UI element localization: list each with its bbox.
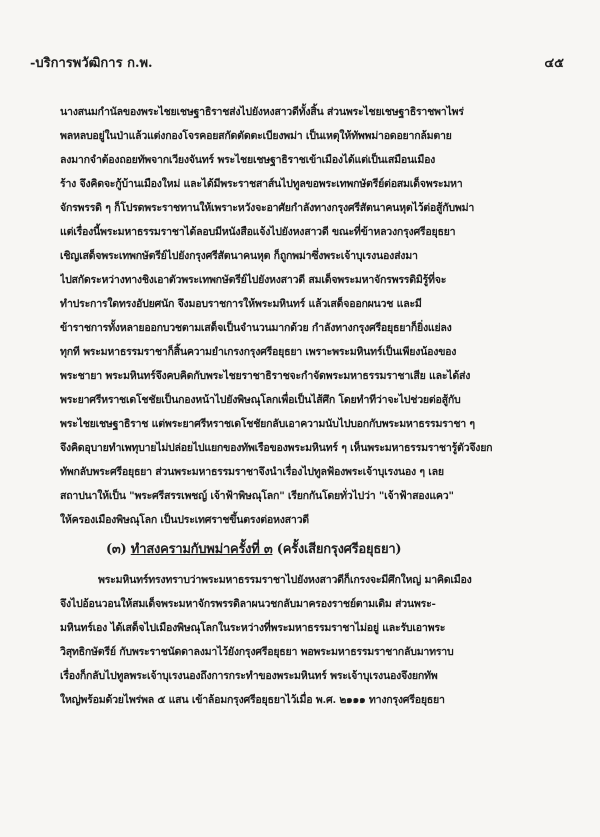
- text-line: เรื่องก็กลับไปทูลพระเจ้าบุเรงนองถึงการกระทำของพระมหินทร์ พระเจ้าบุเรงนองจึงยกทัพ: [60, 670, 438, 682]
- section-title: ทำสงครามกับพม่าครั้งที่ ๓: [130, 542, 273, 557]
- text-line: ไปสกัดระหว่างทางชิงเอาตัวพระเทพกษัตรีย์ไปยังหงสาวดี สมเด็จพระมหาจักรพรรดิมิรู้ที่จะ: [60, 274, 447, 286]
- text-line: นางสนมกำนัลของพระไชยเชษฐาธิราชส่งไปยังหงสาวดีทั้งสิ้น ส่วนพระไชยเชษฐาธิราชพาไพร่: [60, 106, 464, 118]
- page-number: ๔๕: [544, 56, 564, 71]
- text-line: สถาปนาให้เป็น "พระศรีสรรเพชญ์ เจ้าฟ้าพิษณุโลก" เรียกกันโดยทั่วไปว่า "เจ้าฟ้าสองแคว": [60, 490, 454, 502]
- text-line: พระไชยเชษฐาธิราช แต่พระยาศรีหราชเดโชชัยกลับเอาความนับไปบอกกับพระมหาธรรมราชา ๆ: [60, 418, 475, 430]
- text-line: พระมหินทร์ทรงทราบว่าพระมหาธรรมราชาไปยังหงสาวดีก็เกรงจะมีศึกใหญ่ มาคิดเมือง: [98, 574, 472, 586]
- body-text: [60, 100, 582, 712]
- section-heading: [60, 532, 582, 568]
- text-line: ลงมากจำต้องถอยทัพจากเวียงจันทร์ พระไชยเชษฐาธิราชเข้าเมืองได้แต่เป็นเสมือนเมือง: [60, 154, 436, 166]
- text-line: ใหญ่พร้อมด้วยไพร่พล ๕ แสน เข้าล้อมกรุงศรีอยุธยาไว้เมื่อ พ.ศ. ๒๑๑๑ ทางกรุงศรีอยุธยา: [60, 694, 445, 706]
- text-line: มหินทร์เอง ได้เสด็จไปเมืองพิษณุโลกในระหว่างที่พระมหาธรรมราชาไม่อยู่ และรับเอาพระ: [60, 622, 446, 634]
- text-line: จักรพรรดิ ๆ ก็โปรดพระราชทานให้เพราะหวังจะอาศัยกำลังทางกรุงศรีสัตนาคนหุตไว้ต่อสู้กับพม่า: [60, 202, 475, 214]
- text-line: ทุกที พระมหาธรรมราชาก็สิ้นความยำเกรงกรุงศรีอยุธยา เพราะพระมหินทร์เป็นเพียงน้องของ: [60, 346, 457, 358]
- text-line: วิสุทธิกษัตรีย์ กับพระราชนัดดาลงมาไว้ยังกรุงศรีอยุธยา พอพระมหาธรรมราชากลับมาทราบ: [60, 646, 454, 658]
- text-line: ทำประการใดทรงอัปยศนัก จึงมอบราชการให้พระมหินทร์ แล้วเสด็จออกผนวช และมี: [60, 298, 422, 310]
- text-line: พระชายา พระมหินทร์จึงคบคิดกับพระไชยราชาธิราชจะกำจัดพระมหาธรรมราชาเสีย และได้ส่ง: [60, 370, 471, 382]
- text-line: จึงไปอ้อนวอนให้สมเด็จพระมหาจักรพรรดิลาผนวชกลับมาครองราชย์ตามเดิม ส่วนพระ-: [60, 598, 436, 610]
- page-header: [30, 52, 564, 70]
- section-number: (๓): [106, 542, 127, 557]
- text-line: เชิญเสด็จพระเทพกษัตรีย์ไปยังกรุงศรีสัตนาคนหุต ก็ถูกพม่าซึ่งพระเจ้าบุเรงนองส่งมา: [60, 250, 418, 262]
- text-line: พลหลบอยู่ในป่าแล้วแต่งกองโจรคอยสกัดตัดตะเบียงพม่า เป็นเหตุให้ทัพพม่าอดอยากล้มตาย: [60, 130, 452, 142]
- text-line: จึงคิดอุบายทำเพทุบายไม่ปล่อยไปแยกของทัพเรือของพระมหินทร์ ๆ เห็นพระมหาธรรมราชารู้ตัวจึงยก: [60, 442, 493, 454]
- text-line: ทัพกลับพระศรีอยุธยา ส่วนพระมหาธรรมราชาจึงนำเรื่องไปทูลฟ้องพระเจ้าบุเรงนอง ๆ เลย: [60, 466, 444, 478]
- text-line: ให้ครองเมืองพิษณุโลก เป็นประเทศราชขึ้นตรงต่อหงสาวดี: [60, 514, 309, 526]
- section-note: (ครั้งเสียกรุงศรีอยุธยา): [276, 542, 402, 557]
- running-title: -บริการพวัฒิการ ก.พ.: [30, 56, 153, 71]
- text-line: ข้าราชการทั้งหลายออกบวชตามเสด็จเป็นจำนวนมากด้วย กำลังทางกรุงศรีอยุธยาก็ยิ่งแย่ลง: [60, 322, 452, 334]
- text-line: ร้าง จึงคิดจะกู้บ้านเมืองใหม่ และได้มีพระราชสาส์นไปทูลขอพระเทพกษัตรีย์ต่อสมเด็จพระมหา: [60, 178, 463, 190]
- text-line: แต่เรื่องนี้พระมหาธรรมราชาได้ลอบมีหนังสือแจ้งไปยังหงสาวดี ขณะที่ข้าหลวงกรุงศรีอยุธยา: [60, 226, 456, 238]
- text-line: พระยาศรีหราชเดโชชัยเป็นกองหน้าไปยังพิษณุโลกเพื่อเป็นไส้ศึก โดยทำทีว่าจะไปช่วยต่อสู้กับ: [60, 394, 461, 406]
